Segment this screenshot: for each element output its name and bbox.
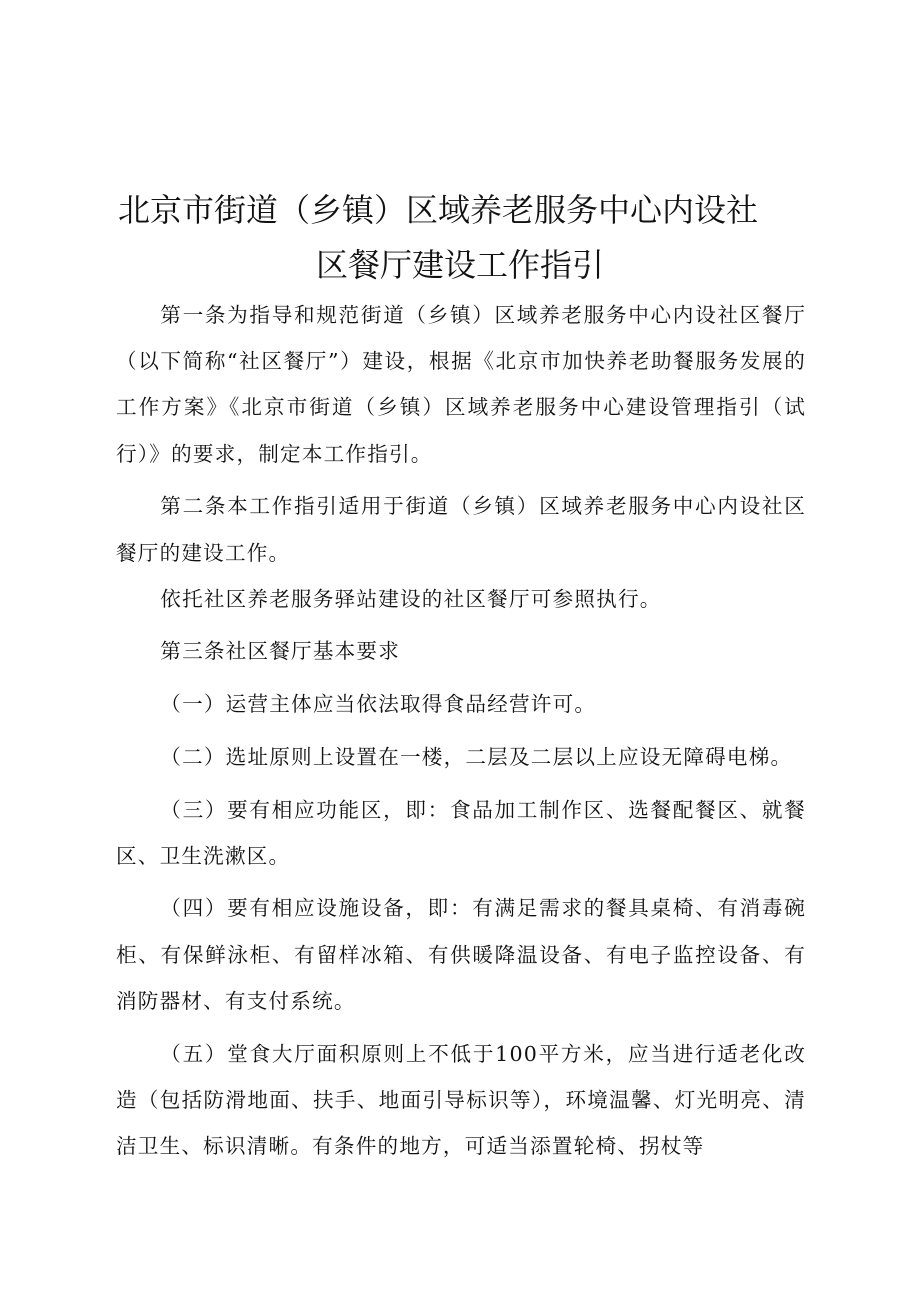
- title-line-1: 北京市街道（乡镇）区域养老服务中心内设社: [118, 191, 759, 230]
- article-2-paragraph: 第二条本工作指引适用于街道（乡镇）区域养老服务中心内设社区餐厅的建设工作。: [116, 494, 806, 565]
- requirement-3: （三）要有相应功能区，即：食品加工制作区、选餐配餐区、就餐区、卫生洗漱区。: [116, 797, 806, 868]
- article-1-paragraph: 第一条为指导和规范街道（乡镇）区域养老服务中心内设社区餐厅（以下简称“社区餐厅”）建设，根据《北京市加快养老助餐服务发展的工作方案》《北京市街道（乡镇）区域养老服务中心建设管理指引（试行）》的要求，制定本工作指引。: [116, 303, 806, 466]
- requirement-4: （四）要有相应设施设备，即：有满足需求的餐具桌椅、有消毒碗柜、有保鲜泳柜、有留样冰箱、有供暖降温设备、有电子监控设备、有消防器材、有支付系统。: [116, 896, 806, 1013]
- requirement-2: （二）选址原则上设置在一楼，二层及二层以上应设无障碍电梯。: [160, 744, 793, 769]
- document-title: [0, 183, 920, 293]
- document-body: [116, 292, 806, 1176]
- title-line-2: 区餐厅建设工作指引: [315, 246, 604, 285]
- requirement-1: （一）运营主体应当依法取得食品经营许可。: [160, 692, 597, 717]
- requirement-5: （五）堂食大厅面积原则上不低于100平方米，应当进行适老化改造（包括防滑地面、扶手、地面引导标识等），环境温馨、灯光明亮、清洁卫生、标识清晰。有条件的地方，可适当添置轮椅、拐杖等: [116, 1041, 806, 1158]
- reference-paragraph: 依托社区养老服务驿站建设的社区餐厅可参照执行。: [160, 586, 662, 611]
- article-3-heading: 第三条社区餐厅基本要求: [160, 639, 401, 664]
